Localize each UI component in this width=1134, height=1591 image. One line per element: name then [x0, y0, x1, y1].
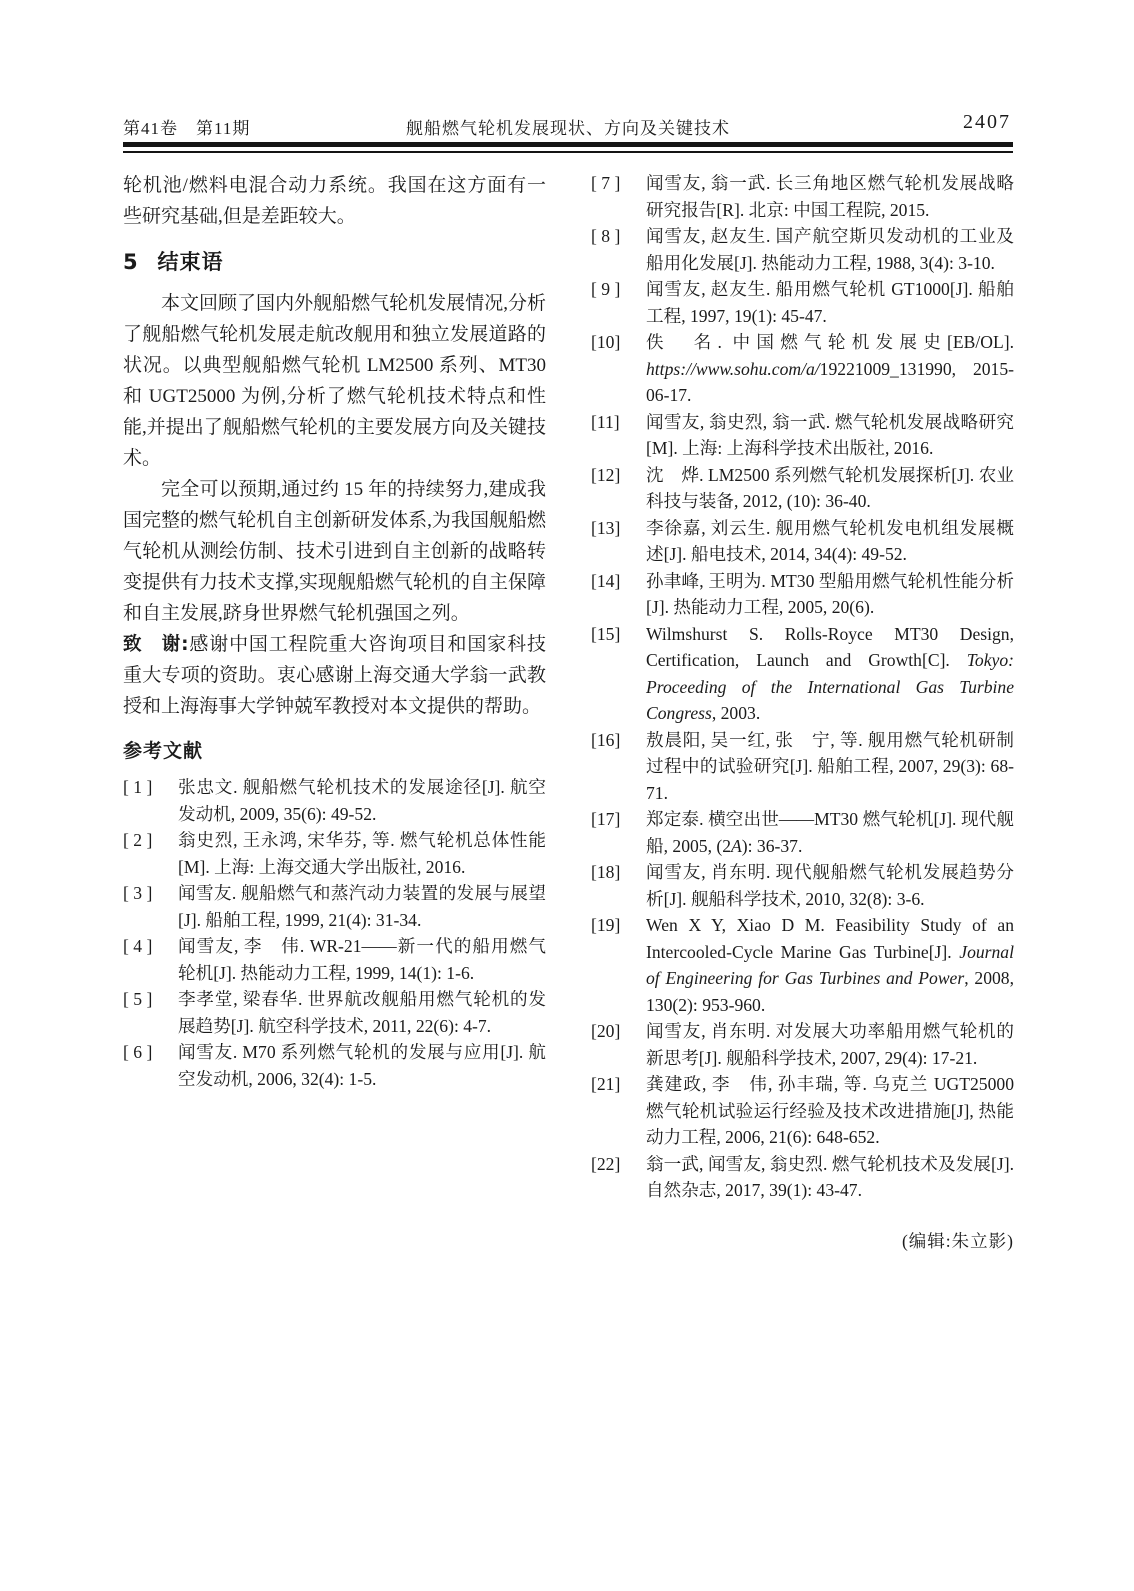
reference-text: 佚 名. 中国燃气轮机发展史[EB/OL]. https://www.sohu.com/a/19221009_131990, 2015-06-17.	[646, 332, 1014, 405]
acknowledgement-label: 致 谢:	[123, 634, 189, 655]
reference-number: [ 1 ]	[123, 777, 153, 797]
header-rules	[123, 142, 1013, 153]
reference-number: [21]	[591, 1074, 621, 1094]
section-heading	[123, 246, 546, 276]
reference-text: 闻雪友, 赵友生. 国产航空斯贝发动机的工业及船用化发展[J]. 热能动力工程, 1988, 3(4): 3-10.	[646, 226, 1014, 273]
editor-note: (编辑:朱立影)	[901, 1230, 1014, 1251]
reference-number: [ 5 ]	[123, 989, 153, 1009]
reference-item	[591, 1151, 1014, 1204]
reference-number: [17]	[591, 809, 621, 829]
reference-text: 敖晨阳, 吴一红, 张 宁, 等. 舰用燃气轮机研制过程中的试验研究[J]. 船舶工程, 2007, 29(3): 68-71.	[646, 729, 1014, 803]
reference-text: 闻雪友, 肖东明. 对发展大功率船用燃气轮机的新思考[J]. 舰船科学技术, 2007, 29(4): 17-21.	[646, 1021, 1014, 1068]
reference-item	[591, 1071, 1014, 1151]
reference-text: 闻雪友. 舰船燃气和蒸汽动力装置的发展与展望[J]. 船舶工程, 1999, 21(4): 31-34.	[178, 883, 546, 930]
reference-number: [20]	[591, 1021, 621, 1041]
reference-item	[591, 515, 1014, 568]
header-rule-thin	[123, 151, 1013, 153]
running-title: 舰船燃气轮机发展现状、方向及关键技术	[406, 119, 730, 138]
reference-item	[123, 827, 546, 880]
body-paragraph: 本文回顾了国内外舰船燃气轮机发展情况,分析了舰船燃气轮机发展走航改舰用和独立发展道路的状况。以典型舰船燃气轮机 LM2500 系列、MT30 和 UGT25000 为例,分析了燃气轮机技术特点和性能,并提出了舰船燃气轮机的主要发展方向及关键技术。	[123, 293, 546, 469]
reference-text: 张忠文. 舰船燃气轮机技术的发展途径[J]. 航空发动机, 2009, 35(6): 49-52.	[178, 777, 546, 824]
references-heading: 参考文献	[123, 740, 204, 762]
page-number: 2407	[963, 111, 1011, 133]
references-list-left	[123, 774, 546, 1092]
reference-text: 闻雪友. M70 系列燃气轮机的发展与应用[J]. 航空发动机, 2006, 32(4): 1-5.	[178, 1042, 546, 1089]
reference-number: [22]	[591, 1153, 621, 1174]
reference-number: [15]	[591, 623, 621, 644]
reference-item	[123, 880, 546, 933]
reference-number: [ 6 ]	[123, 1042, 153, 1062]
reference-item	[591, 409, 1014, 462]
reference-item	[591, 859, 1014, 912]
reference-item	[591, 806, 1014, 859]
reference-text: 李孝堂, 梁春华. 世界航改舰船用燃气轮机的发展趋势[J]. 航空科学技术, 2011, 22(6): 4-7.	[178, 989, 546, 1036]
reference-number: [ 7 ]	[591, 173, 621, 193]
reference-text: 翁史烈, 王永鸿, 宋华芬, 等. 燃气轮机总体性能[M]. 上海: 上海交通大学出版社, 2016.	[178, 830, 546, 877]
acknowledgement	[123, 629, 546, 722]
reference-item	[591, 329, 1014, 409]
reference-item	[591, 912, 1014, 1018]
reference-number: [ 2 ]	[123, 830, 153, 850]
reference-number: [10]	[591, 332, 621, 352]
reference-item	[123, 933, 546, 986]
reference-number: [18]	[591, 862, 621, 882]
reference-item	[591, 170, 1014, 223]
reference-text: 闻雪友, 赵友生. 船用燃气轮机 GT1000[J]. 船舶工程, 1997, 19(1): 45-47.	[646, 279, 1014, 326]
acknowledgement-text: 感谢中国工程院重大咨询项目和国家科技重大专项的资助。衷心感谢上海交通大学翁一武教授和上海海事大学钟兢军教授对本文提供的帮助。	[123, 634, 546, 717]
reference-item	[591, 462, 1014, 515]
reference-item	[591, 223, 1014, 276]
section-title: 结束语	[157, 250, 224, 274]
reference-number: [12]	[591, 464, 621, 485]
left-column	[123, 170, 546, 1092]
volume-issue: 第41卷 第11期	[123, 119, 251, 138]
reference-number: [ 8 ]	[591, 226, 621, 246]
section-number: 5	[123, 250, 139, 274]
running-head	[123, 112, 1013, 138]
reference-text: 孙聿峰, 王明为. MT30 型船用燃气轮机性能分析[J]. 热能动力工程, 2005, 20(6).	[646, 570, 1014, 617]
reference-number: [ 4 ]	[123, 936, 153, 956]
reference-item	[591, 568, 1014, 621]
references-list-right	[591, 170, 1014, 1204]
reference-number: [ 3 ]	[123, 883, 153, 903]
reference-item	[591, 276, 1014, 329]
right-column	[591, 170, 1014, 1253]
reference-text: Wen X Y, Xiao D M. Feasibility Study of an Intercooled-Cycle Marine Gas Turbine[J]. Journal of Engineering for Gas Turbines and Power, 2008, 130(2): 953-960.	[646, 915, 1014, 1015]
reference-text: 沈 烨. LM2500 系列燃气轮机发展探析[J]. 农业科技与装备, 2012, (10): 36-40.	[646, 464, 1014, 511]
reference-item	[123, 1039, 546, 1092]
reference-text: 闻雪友, 李 伟. WR-21——新一代的船用燃气轮机[J]. 热能动力工程, 1999, 14(1): 1-6.	[178, 936, 546, 983]
reference-number: [11]	[591, 411, 620, 432]
intro-paragraph: 轮机池/燃料电混合动力系统。我国在这方面有一些研究基础,但是差距较大。	[123, 175, 546, 227]
reference-number: [13]	[591, 517, 621, 538]
reference-text: 龚建政, 李 伟, 孙丰瑞, 等. 乌克兰 UGT25000 燃气轮机试验运行经验及技术改进措施[J], 热能动力工程, 2006, 21(6): 648-652.	[646, 1074, 1014, 1147]
reference-text: 闻雪友, 翁一武. 长三角地区燃气轮机发展战略研究报告[R]. 北京: 中国工程院, 2015.	[646, 173, 1014, 220]
reference-number: [19]	[591, 915, 621, 935]
reference-number: [14]	[591, 570, 621, 591]
reference-text: 闻雪友, 翁史烈, 翁一武. 燃气轮机发展战略研究[M]. 上海: 上海科学技术出版社, 2016.	[646, 411, 1014, 458]
reference-item	[591, 727, 1014, 807]
reference-text: 郑定泰. 横空出世——MT30 燃气轮机[J]. 现代舰船, 2005, (2A): 36-37.	[646, 809, 1014, 856]
reference-item	[123, 774, 546, 827]
reference-text: 李徐嘉, 刘云生. 舰用燃气轮机发电机组发展概述[J]. 船电技术, 2014, 34(4): 49-52.	[646, 517, 1014, 564]
body-paragraph: 完全可以预期,通过约 15 年的持续努力,建成我国完整的燃气轮机自主创新研发体系,为我国舰船燃气轮机从测绘仿制、技术引进到自主创新的战略转变提供有力技术支撑,实现舰船燃气轮机的自主保障和自主发展,跻身世界燃气轮机强国之列。	[123, 479, 546, 624]
reference-number: [16]	[591, 729, 621, 750]
header-rule-thick	[123, 142, 1013, 147]
reference-item	[591, 1018, 1014, 1071]
reference-item	[591, 621, 1014, 727]
reference-text: 翁一武, 闻雪友, 翁史烈. 燃气轮机技术及发展[J]. 自然杂志, 2017, 39(1): 43-47.	[646, 1153, 1014, 1200]
reference-item	[123, 986, 546, 1039]
reference-number: [ 9 ]	[591, 279, 621, 299]
reference-text: 闻雪友, 肖东明. 现代舰船燃气轮机发展趋势分析[J]. 舰船科学技术, 2010, 32(8): 3-6.	[646, 862, 1014, 909]
reference-text: Wilmshurst S. Rolls-Royce MT30 Design, Certification, Launch and Growth[C]. Tokyo: Proceeding of the International Gas Turbine Congress, 2003.	[646, 623, 1014, 723]
